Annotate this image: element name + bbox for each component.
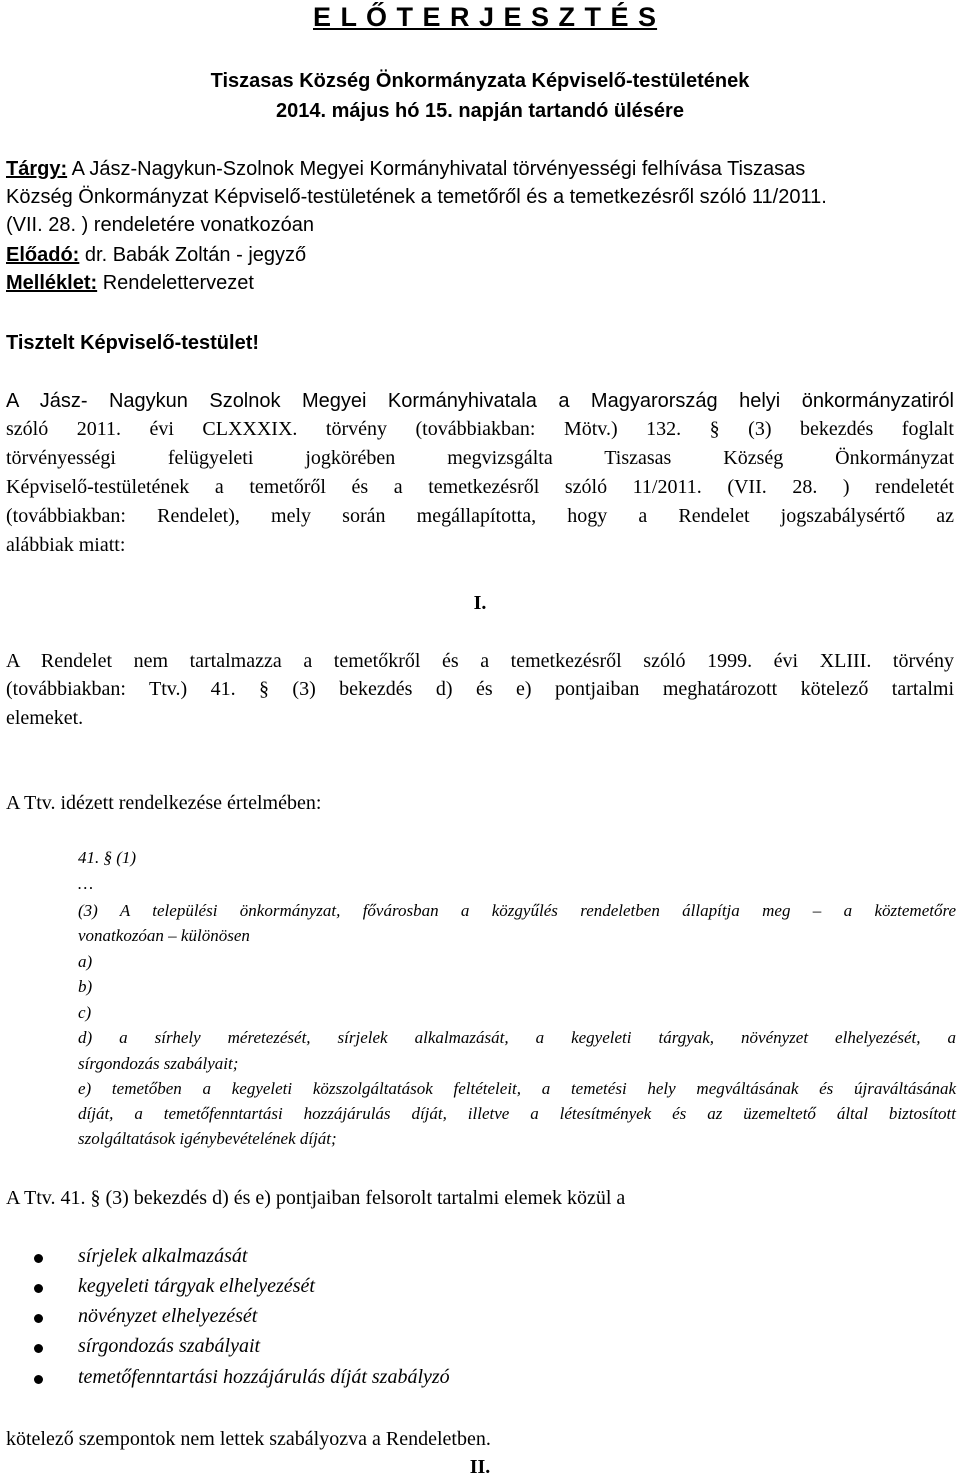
intro-line-3: törvényességi felügyeleti jogkörében megvizsgálta Tiszasas Község Önkormányzat xyxy=(6,447,954,469)
quote-line-1: (3) A települési önkormányzat, fővárosban a közgyűlés rendeletben állapítja meg – a köztemetőre xyxy=(78,901,956,920)
subject-label: Tárgy: xyxy=(6,158,68,180)
bullet-text: sírgondozás szabályait xyxy=(78,1335,261,1357)
bullet-text: kegyeleti tárgyak elhelyezését xyxy=(78,1275,315,1297)
attachment-label: Melléklet: xyxy=(6,272,98,294)
quote-item-d-line-2: sírgondozás szabályait; xyxy=(78,1054,239,1073)
intro-line-2: szóló 2011. évi CLXXXIX. törvény (továbbiakban: Mötv.) 132. § (3) bekezdés foglalt xyxy=(6,418,954,440)
bullet-text: növényzet elhelyezését xyxy=(78,1305,258,1327)
quote-item-a: a) xyxy=(78,952,93,971)
quote-item-e-line-3: szolgáltatások igénybevételének díját; xyxy=(78,1129,337,1148)
bullet-text: sírjelek alkalmazását xyxy=(78,1245,248,1267)
document-subtitle-line1: Tiszasas Község Önkormányzata Képviselő-testületének xyxy=(210,70,750,92)
section-1-heading: I. xyxy=(473,592,487,614)
bullet-dot xyxy=(34,1284,43,1293)
attachment-value: Rendelettervezet xyxy=(97,272,254,294)
cited-provision-intro: A Ttv. idézett rendelkezése értelmében: xyxy=(6,792,322,814)
intro-line-4: Képviselő-testületének a temetőről és a temetkezésről szóló 11/2011. (VII. 28. ) rendeletét xyxy=(6,476,954,498)
quote-item-d-line-1: d) a sírhely méretezését, sírjelek alkalmazását, a kegyeleti tárgyak, növényzet elhelyezését, a xyxy=(78,1028,956,1047)
section-1-line-1: A Rendelet nem tartalmazza a temetőkről és a temetkezésről szóló 1999. évi XLIII. törvény xyxy=(6,650,954,672)
quote-item-c: c) xyxy=(78,1003,92,1022)
subject-line1 xyxy=(6,158,805,181)
intro-line-5: (továbbiakban: Rendelet), mely során megállapította, hogy a Rendelet jogszabálysértő az xyxy=(6,505,954,527)
bullet-text: temetőfenntartási hozzájárulás díját szabályzó xyxy=(78,1366,450,1388)
section-1-line-3: elemeket. xyxy=(6,707,84,729)
intro-line-1: A Jász- Nagykun Szolnok Megyei Kormányhivatala a Magyarország helyi önkormányzatiról xyxy=(6,390,954,412)
attachment-line xyxy=(6,272,254,295)
quote-item-b: b) xyxy=(78,977,93,996)
presenter-label: Előadó: xyxy=(6,244,80,266)
closing-sentence: kötelező szempontok nem lettek szabályozva a Rendeletben. xyxy=(6,1428,491,1450)
subject-line2: Község Önkormányzat Képviselő-testületének a temetőről és a temetkezésről szóló 11/2011. xyxy=(6,186,827,208)
bullet-dot xyxy=(34,1254,43,1263)
document-title: E L Ő T E R J E S Z T É S xyxy=(313,2,658,32)
bullet-dot xyxy=(34,1344,43,1353)
subject-line3: (VII. 28. ) rendeletére vonatkozóan xyxy=(6,214,314,236)
salutation: Tisztelt Képviselő-testület! xyxy=(6,332,260,354)
document-subtitle-line2: 2014. május hó 15. napján tartandó ülésére xyxy=(276,100,684,122)
bullet-dot xyxy=(34,1375,43,1384)
presenter-line xyxy=(6,244,306,267)
intro-line-6: alábbiak miatt: xyxy=(6,534,126,556)
section-1-line-2: (továbbiakban: Ttv.) 41. § (3) bekezdés d) és e) pontjaiban meghatározott kötelező tartalmi xyxy=(6,678,954,700)
bullet-dot xyxy=(34,1314,43,1323)
list-intro: A Ttv. 41. § (3) bekezdés d) és e) pontjaiban felsorolt tartalmi elemek közül a xyxy=(6,1187,626,1209)
presenter-value: dr. Babák Zoltán - jegyző xyxy=(79,244,307,266)
quote-item-e-line-1: e) temetőben a kegyeleti közszolgáltatások feltételeit, a temetési hely megváltásának és újraváltásának xyxy=(78,1079,956,1098)
section-2-heading: II. xyxy=(469,1456,491,1478)
quote-item-e-line-2: díját, a temetőfenntartási hozzájárulás díját, illetve a létesítmények és az üzemeltető által biztosított xyxy=(78,1104,956,1123)
subject-text-1: A Jász-Nagykun-Szolnok Megyei Kormányhivatal törvényességi felhívása Tiszasas xyxy=(67,158,806,180)
quote-line-2: vonatkozóan – különösen xyxy=(78,926,250,945)
quote-paragraph-number: 41. § (1) xyxy=(78,848,137,867)
quote-ellipsis: … xyxy=(78,874,94,893)
